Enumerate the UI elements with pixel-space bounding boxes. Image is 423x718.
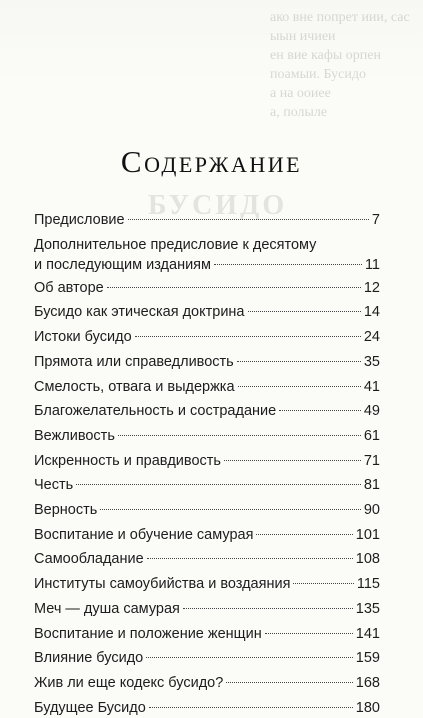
toc-entry-title-line: Дополнительное предисловие к десятому [34, 236, 317, 253]
toc-entry-title: Воспитание и обучение самурая [34, 526, 254, 543]
toc-entry-title: Искренность и правдивость [34, 452, 221, 469]
bleed-line: а на ооиее [270, 86, 331, 101]
leader-dots [118, 435, 361, 436]
contents-heading: Содержание [120, 144, 303, 179]
leader-dots [293, 583, 353, 584]
toc-entry [34, 426, 380, 446]
toc-entry [34, 599, 380, 619]
toc-page-number: 7 [371, 212, 380, 228]
toc-page-number: 41 [363, 378, 380, 395]
toc-entry-line [34, 648, 380, 668]
toc-entry [34, 352, 380, 372]
toc-entry [34, 377, 380, 397]
toc-entry-title: Бусидо как этическая доктрина [34, 304, 245, 321]
toc-entry-line [34, 210, 380, 230]
toc-page-number: 141 [355, 625, 380, 642]
toc-entry-line [34, 475, 380, 495]
bleed-line: ыын ичиеи [270, 29, 336, 44]
toc-entry-title: Будущее Бусидо [34, 699, 146, 716]
leader-dots [76, 484, 361, 485]
toc-entry [34, 210, 380, 230]
leader-dots [224, 460, 361, 461]
toc-entry [34, 475, 380, 495]
toc-entry-title: Прямота или справедливость [34, 353, 234, 370]
toc-entry-line [34, 500, 380, 520]
toc-entry-line [34, 549, 380, 569]
toc-entry-line [34, 599, 380, 619]
toc-entry [34, 648, 380, 668]
toc-entry-line [34, 673, 380, 693]
toc-entry [34, 302, 380, 322]
toc-entry-title: Верность [34, 502, 98, 518]
toc-entry-line [34, 698, 380, 718]
bleed-line: поамыи. Бусидо [270, 67, 366, 82]
toc-page-number: 61 [363, 427, 380, 444]
toc-page-number: 101 [355, 526, 380, 543]
leader-dots [226, 682, 352, 683]
toc-page-number: 12 [363, 279, 380, 296]
toc-page-number: 24 [363, 329, 380, 346]
toc-entry-line [34, 327, 380, 347]
bleed-line: ен вие кафы орпен [270, 48, 382, 63]
toc-entry-title: Самообладание [34, 551, 144, 568]
leader-dots [238, 386, 361, 387]
toc-entry-line [34, 352, 380, 372]
leader-dots [279, 410, 361, 411]
toc-entry [34, 401, 380, 421]
toc-entry [34, 327, 380, 347]
bleed-line: ако вне попрет иии, сас [270, 10, 410, 25]
toc-entry-title: Истоки бусидо [34, 329, 132, 346]
toc-entry-title: Вежливость [34, 427, 115, 444]
toc-entry [34, 698, 380, 718]
toc-entry-line [34, 525, 380, 545]
toc-entry [34, 549, 380, 569]
toc-page-number: 168 [355, 674, 380, 691]
toc-entry-title: Влияние бусидо [34, 650, 144, 667]
toc-entry-line [34, 401, 380, 421]
toc-page-number: 90 [363, 502, 380, 518]
toc-page-number: 49 [363, 403, 380, 420]
toc-entry-title: Меч — душа самурая [34, 600, 180, 617]
toc-entry-line [34, 255, 380, 275]
leader-dots [147, 558, 353, 559]
leader-dots [128, 219, 369, 220]
bleed-through-title: БУСИДО [148, 190, 288, 221]
toc-entry [34, 574, 380, 594]
leader-dots [237, 361, 361, 362]
toc-entry [34, 500, 380, 520]
toc-page-number: 135 [355, 600, 380, 617]
toc-entry-line [34, 451, 380, 471]
leader-dots [146, 657, 353, 658]
toc-entry-title: Жив ли еще кодекс бусидо? [34, 674, 224, 691]
toc-entry-title: Смелость, отвага и выдержка [34, 378, 235, 395]
toc-entry [34, 624, 380, 644]
toc-entry-title: Об авторе [34, 279, 104, 296]
toc-entry-title: Предисловие [34, 212, 125, 228]
toc-page-number: 71 [363, 452, 380, 469]
leader-dots [265, 633, 353, 634]
toc-page-number: 11 [364, 256, 380, 273]
toc-entry-title: и последующим изданиям [34, 256, 211, 273]
toc-entry-title: Честь [34, 477, 74, 494]
toc-page-number: 14 [363, 304, 380, 321]
toc-entry [34, 673, 380, 693]
leader-dots [149, 707, 353, 708]
toc-entry-title: Институты самоубийства и воздаяния [34, 576, 291, 593]
toc-entry-line [34, 377, 380, 397]
leader-dots [214, 264, 362, 265]
bleed-line: а, полыле [270, 105, 328, 120]
toc-page-number: 159 [355, 650, 380, 667]
leader-dots [135, 336, 361, 337]
toc-entry-line [34, 574, 380, 594]
toc-entry-line [34, 302, 380, 322]
toc-entry [34, 235, 380, 275]
leader-dots [107, 287, 361, 288]
toc-page-number: 35 [363, 353, 380, 370]
toc-page-number: 180 [355, 699, 380, 716]
leader-dots [100, 509, 361, 510]
leader-dots [183, 608, 353, 609]
toc-page-number: 115 [356, 576, 380, 593]
toc-entry [34, 525, 380, 545]
toc-entry-title: Воспитание и положение женщин [34, 625, 262, 642]
toc-entry [34, 451, 380, 471]
toc-entry-line [34, 624, 380, 644]
toc-entry [34, 278, 380, 298]
leader-dots [256, 534, 352, 535]
toc-page-number: 81 [363, 477, 380, 494]
toc-entry-line [34, 278, 380, 298]
leader-dots [248, 311, 361, 312]
toc-entry-line [34, 426, 380, 446]
toc-page-number: 108 [355, 551, 380, 568]
toc-entry-title: Благожелательность и сострадание [34, 403, 277, 420]
